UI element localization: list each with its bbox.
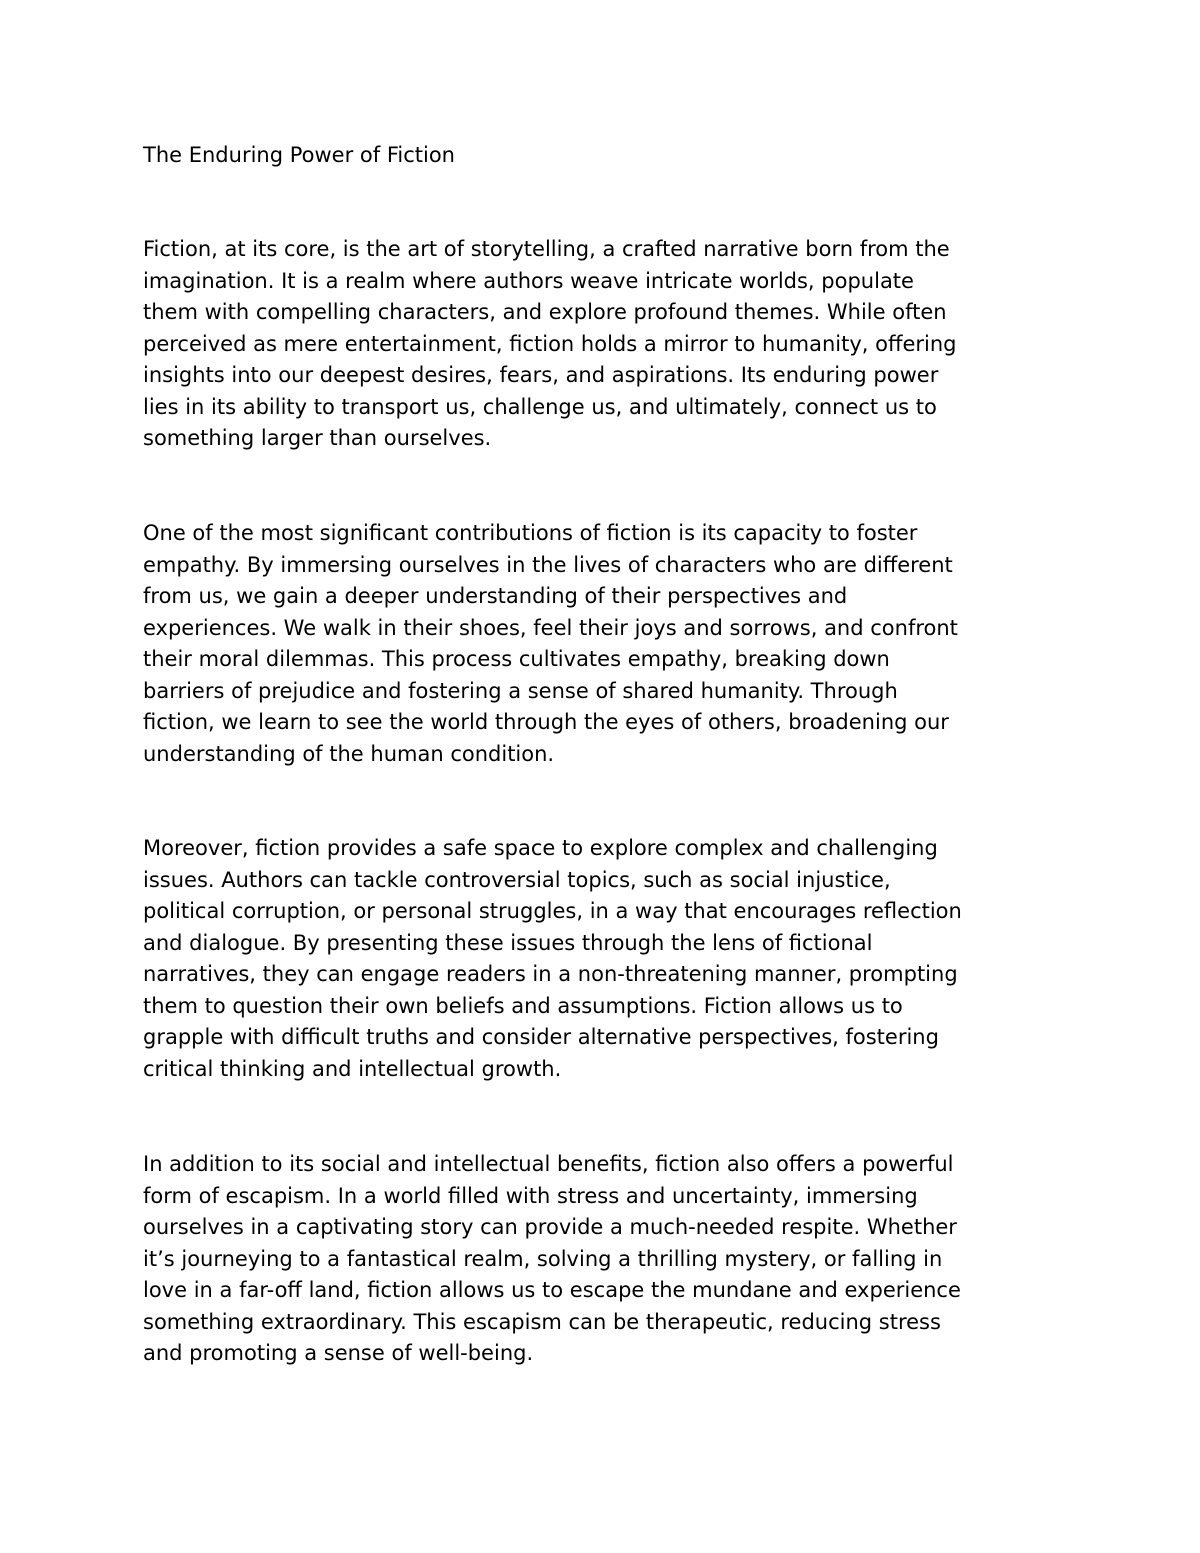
paragraph-line: political corruption, or personal struggles, in a way that encourages reflection: [143, 899, 962, 923]
document-title: The Enduring Power of Fiction: [143, 143, 455, 167]
paragraph-line: narratives, they can engage readers in a non-threatening manner, prompting: [143, 962, 958, 986]
paragraph-line: grapple with difficult truths and consider alternative perspectives, fostering: [143, 1025, 939, 1049]
paragraph-line: it’s journeying to a fantastical realm, solving a thrilling mystery, or falling in: [143, 1246, 943, 1271]
paragraph-line: fiction, we learn to see the world through the eyes of others, broadening our: [143, 710, 949, 734]
paragraph-line: Fiction, at its core, is the art of storytelling, a crafted narrative born from the: [143, 237, 950, 261]
paragraph-line: something larger than ourselves.: [143, 426, 492, 450]
paragraph-line: form of escapism. In a world filled with stress and uncertainty, immersing: [143, 1183, 918, 1208]
paragraph-line: their moral dilemmas. This process cultivates empathy, breaking down: [143, 647, 890, 671]
paragraph-line: insights into our deepest desires, fears, and aspirations. Its enduring power: [143, 363, 939, 387]
paragraph-line: understanding of the human condition.: [143, 741, 555, 766]
paragraph-line: ourselves in a captivating story can provide a much-needed respite. Whether: [143, 1215, 957, 1239]
paragraph-line: experiences. We walk in their shoes, feel their joys and sorrows, and confront: [143, 615, 958, 640]
paragraph-line: and dialogue. By presenting these issues through the lens of fictional: [143, 930, 873, 955]
paragraph-line: In addition to its social and intellectual benefits, fiction also offers a powerful: [143, 1152, 954, 1176]
paragraph-line: from us, we gain a deeper understanding of their perspectives and: [143, 584, 848, 608]
paragraph-line: critical thinking and intellectual growth.: [143, 1056, 562, 1081]
paragraph-line: Moreover, fiction provides a safe space to explore complex and challenging: [143, 836, 938, 860]
paragraph-line: lies in its ability to transport us, challenge us, and ultimately, connect us to: [143, 394, 937, 419]
paragraph-line: and promoting a sense of well-being.: [143, 1341, 534, 1365]
paragraph-line: issues. Authors can tackle controversial topics, such as social injustice,: [143, 867, 891, 892]
paragraph-line: barriers of prejudice and fostering a sense of shared humanity. Through: [143, 678, 898, 703]
paragraph-1: [143, 234, 1103, 455]
paragraph-2: [143, 518, 1103, 770]
paragraph-line: love in a far-off land, fiction allows us to escape the mundane and experience: [143, 1278, 961, 1302]
paragraph-line: them with compelling characters, and explore profound themes. While often: [143, 300, 947, 324]
paragraph-line: perceived as mere entertainment, fiction holds a mirror to humanity, offering: [143, 331, 957, 356]
paragraph-line: empathy. By immersing ourselves in the lives of characters who are different: [143, 552, 953, 577]
paragraph-line: them to question their own beliefs and assumptions. Fiction allows us to: [143, 993, 903, 1018]
paragraph-3: [143, 833, 1103, 1085]
paragraph-line: One of the most significant contributions of fiction is its capacity to foster: [143, 521, 918, 545]
paragraph-line: imagination. It is a realm where authors weave intricate worlds, populate: [143, 268, 914, 293]
paragraph-line: something extraordinary. This escapism can be therapeutic, reducing stress: [143, 1309, 941, 1334]
paragraph-4: [143, 1149, 1103, 1370]
